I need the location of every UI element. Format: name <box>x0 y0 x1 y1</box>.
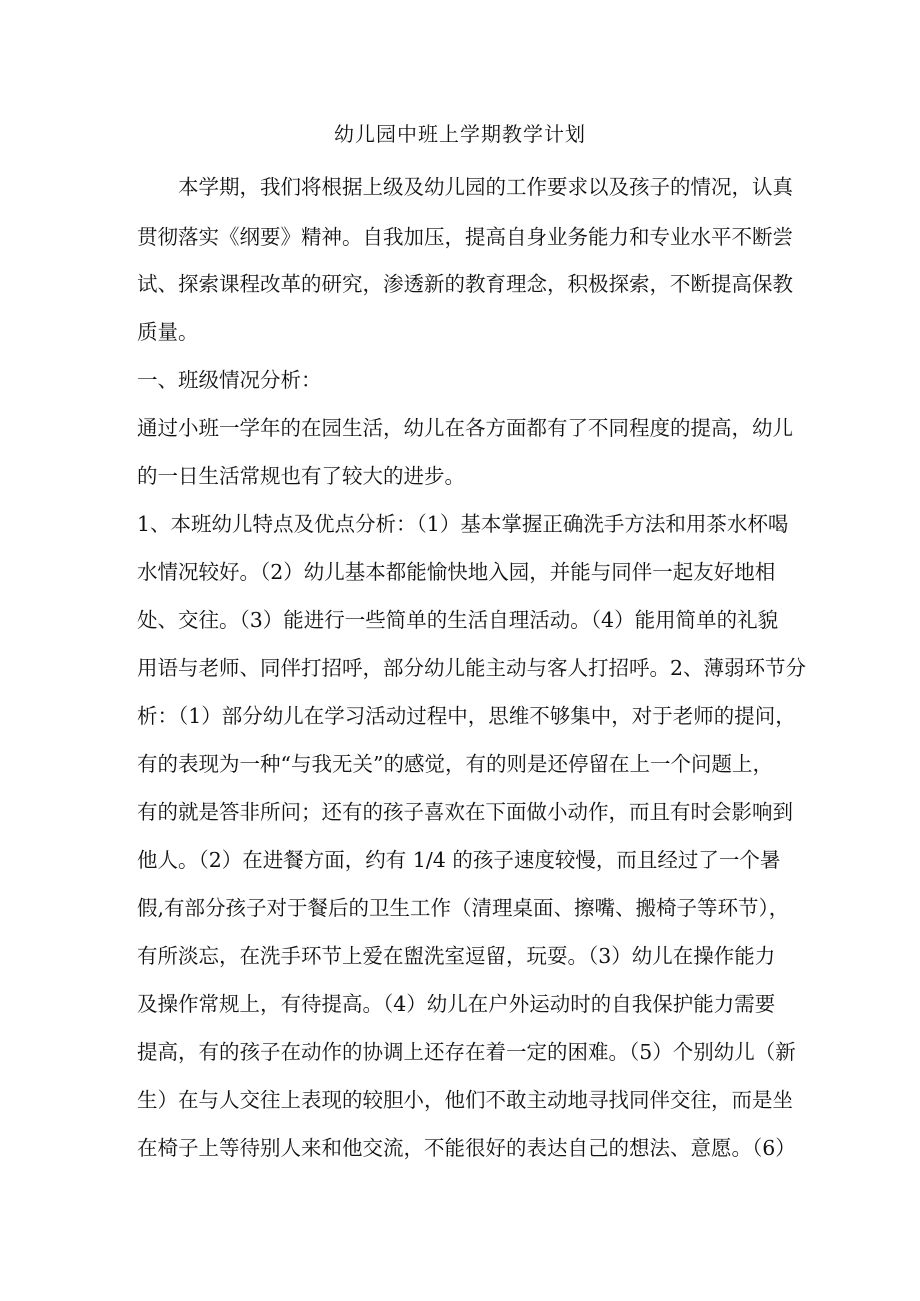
paragraph-line: 1、本班幼儿特点及优点分析：（1）基本掌握正确洗手方法和用茶水杯喝 <box>137 512 789 536</box>
paragraph-line: 假,有部分孩子对于餐后的卫生工作（清理桌面、擦嘴、搬椅子等环节）， <box>137 896 790 920</box>
paragraph-line: 及操作常规上，有待提高。（4）幼儿在户外运动时的自我保护能力需要 <box>137 992 776 1016</box>
paragraph-line: 处、交往。（3）能进行一些简单的生活自理活动。（4）能用简单的礼貌 <box>137 608 779 632</box>
paragraph-line: 生）在与人交往上表现的较胆小，他们不敢主动地寻找同伴交往，而是坐 <box>137 1088 793 1112</box>
paragraph-line: 质量。 <box>137 320 199 344</box>
paragraph-line: 用语与老师、同伴打招呼，部分幼儿能主动与客人打招呼。2、薄弱环节分 <box>137 656 807 680</box>
paragraph-line: 有所淡忘，在洗手环节上爱在盥洗室逗留，玩耍。（3）幼儿在操作能力 <box>137 944 776 968</box>
paragraph-line: 通过小班一学年的在园生活，幼儿在各方面都有了不同程度的提高，幼儿 <box>137 416 793 440</box>
paragraph-line: 提高，有的孩子在动作的协调上还存在着一定的困难。（5）个别幼儿（新 <box>137 1040 796 1064</box>
section-heading: 一、班级情况分析： <box>137 368 322 392</box>
paragraph-line: 析：（1）部分幼儿在学习活动过程中，思维不够集中，对于老师的提问， <box>137 704 796 728</box>
paragraph-line: 在椅子上等待别人来和他交流，不能很好的表达自己的想法、意愿。（6） <box>137 1136 796 1160</box>
paragraph-line: 本学期，我们将根据上级及幼儿园的工作要求以及孩子的情况，认真 <box>178 175 793 199</box>
paragraph-line: 他人。（2）在进餐方面，约有 1/4 的孩子速度较慢，而且经过了一个暑 <box>137 848 781 872</box>
paragraph-line: 有的就是答非所问；还有的孩子喜欢在下面做小动作，而且有时会影响到 <box>137 800 793 824</box>
document-title: 幼儿园中班上学期教学计划 <box>334 122 586 146</box>
paragraph-line: 试、探索课程改革的研究，渗透新的教育理念，积极探索，不断提高保教 <box>137 272 793 296</box>
paragraph-line: 有的表现为一种“与我无关”的感觉，有的则是还停留在上一个问题上， <box>137 752 773 776</box>
paragraph-line: 的一日生活常规也有了较大的进步。 <box>137 464 465 488</box>
paragraph-line: 贯彻落实《纲要》精神。自我加压，提高自身业务能力和专业水平不断尝 <box>137 225 793 249</box>
paragraph-line: 水情况较好。（2）幼儿基本都能愉快地入园，并能与同伴一起友好地相 <box>137 560 776 584</box>
